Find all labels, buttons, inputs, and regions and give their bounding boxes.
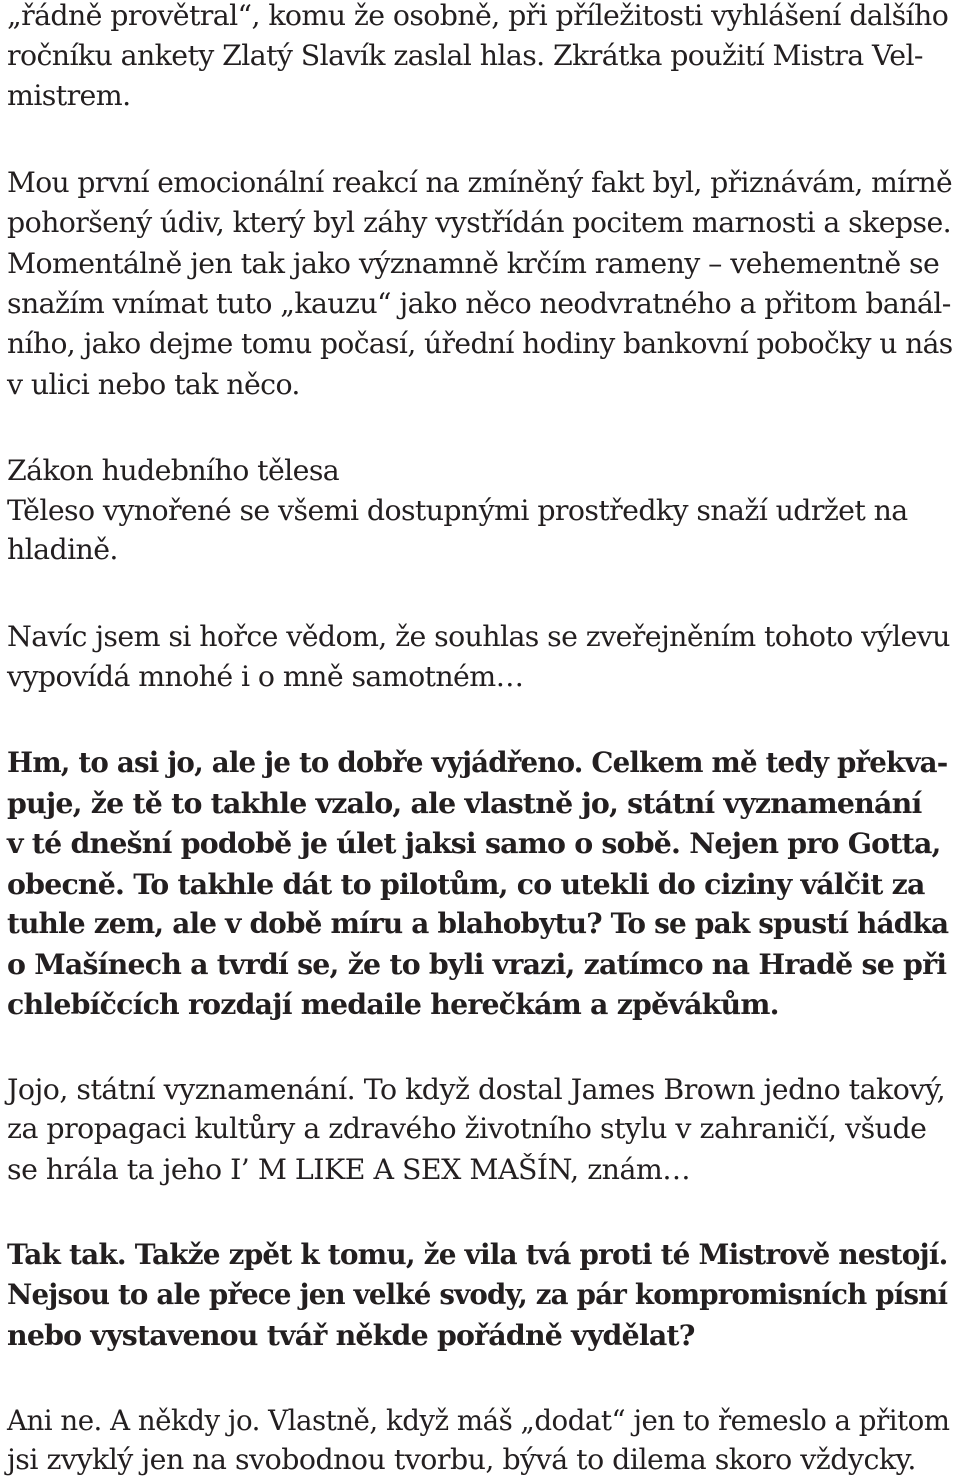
text-line: Mou první emocionální reakcí na zmíněný fakt byl, přiznávám, mírně: [7, 166, 953, 199]
text-line: tuhle zem, ale v době míru a blahobytu? To se pak spustí hádka: [7, 907, 949, 940]
text-line: „řádně provětral“, komu že osobně, při příležitosti vyhlášení dalšího: [7, 0, 949, 32]
text-line: v ulici nebo tak něco.: [7, 368, 300, 401]
text-line: se hrála ta jeho I’ M LIKE A SEX MAŠÍN, znám…: [7, 1153, 691, 1186]
text-line: v té dnešní podobě je úlet jaksi samo o sobě. Nejen pro Gotta,: [7, 826, 941, 860]
text-line: pohoršený údiv, který byl záhy vystřídán pocitem marnosti a skepse.: [7, 206, 952, 239]
text-line: Jojo, státní vyznamenání. To když dostal James Brown jedno takový,: [7, 1073, 946, 1106]
text-line: o Mašínech a tvrdí se, že to byli vrazi, zatímco na Hradě se při: [7, 947, 947, 981]
text-line: Těleso vynořené se všemi dostupnými prostředky snaží udržet na: [7, 494, 908, 527]
text-line: hladině.: [7, 533, 118, 566]
text-line: chlebíčcích rozdají medaile herečkám a zpěvákům.: [7, 987, 779, 1021]
text-line: obecně. To takhle dát to pilotům, co utekli do ciziny válčit za: [7, 867, 925, 901]
text-line: nebo vystavenou tvář někde pořádně vydělat?: [7, 1318, 695, 1352]
text-line: Tak tak. Takže zpět k tomu, že vila tvá proti té Mistrově nestojí.: [7, 1238, 948, 1271]
text-line: ního, jako dejme tomu počasí, úřední hodiny bankovní pobočky u nás: [7, 327, 953, 360]
text-line: Nejsou to ale přece jen velké svody, za pár kompromisních písní: [7, 1278, 948, 1311]
text-line: Navíc jsem si hořce vědom, že souhlas se zveřejněním tohoto výlevu: [7, 620, 950, 653]
text-line: snažím vnímat tuto „kauzu“ jako něco neodvratného a přitom banál-: [7, 287, 951, 320]
text-line: Momentálně jen tak jako významně krčím rameny – vehementně se: [7, 247, 940, 280]
text-line: Hm, to asi jo, ale je to dobře vyjádřeno. Celkem mě tedy překva-: [7, 746, 948, 779]
text-line: puje, že tě to takhle vzalo, ale vlastně jo, státní vyznamenání: [7, 786, 922, 820]
text-line: Ani ne. A někdy jo. Vlastně, když máš „dodat“ jen to řemeslo a přitom: [7, 1404, 950, 1437]
text-line: za propagaci kultůry a zdravého životního stylu v zahraničí, všude: [7, 1112, 927, 1145]
text-line: vypovídá mnohé i o mně samotném…: [7, 660, 524, 693]
text-line: ročníku ankety Zlatý Slavík zaslal hlas. Zkrátka použití Mistra Vel-: [7, 39, 923, 72]
text-line: Zákon hudebního tělesa: [7, 454, 340, 487]
text-line: mistrem.: [7, 79, 131, 112]
text-line: jsi zvyklý jen na svobodnou tvorbu, bývá to dilema skoro vždycky.: [7, 1443, 916, 1476]
